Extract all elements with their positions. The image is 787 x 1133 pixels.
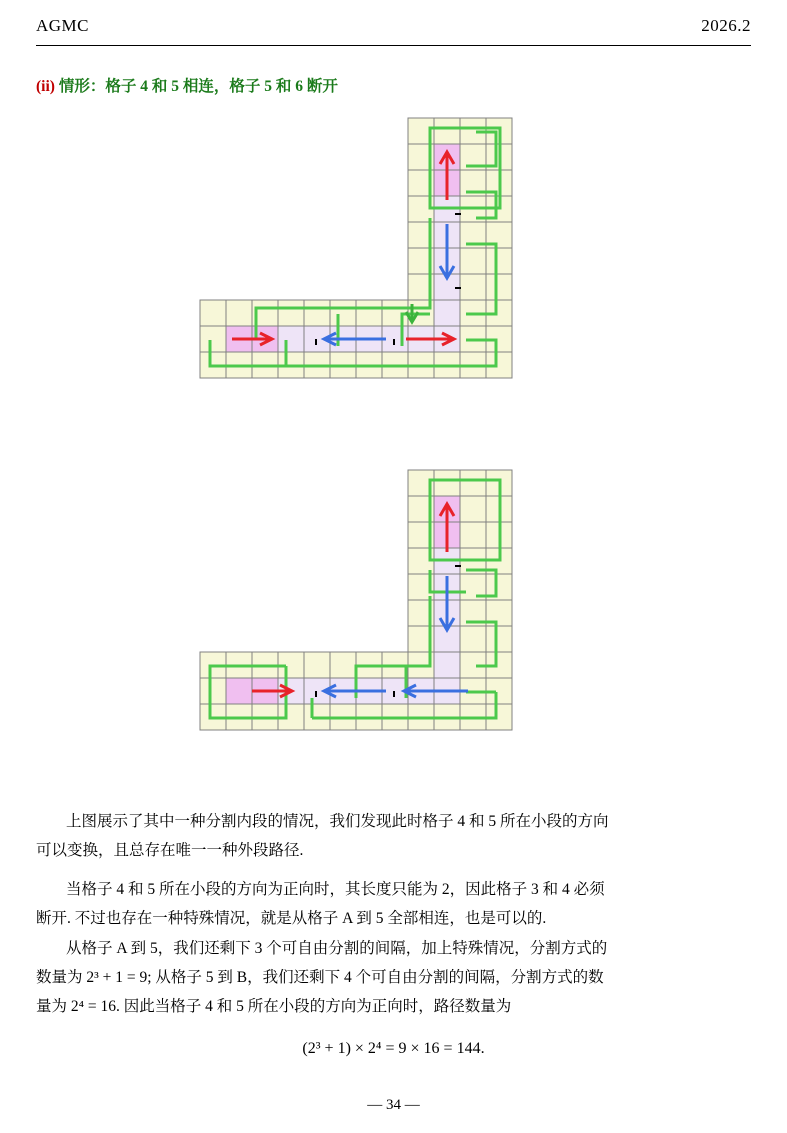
paragraph-2 <box>36 875 751 933</box>
figure-one-svg <box>190 108 530 418</box>
figure-two-svg <box>190 450 530 780</box>
page-footer <box>0 1097 787 1114</box>
paragraph-3-line-1: 从格子 A 到 5，我们还剩下 3 个可自由分割的间隔，加上特殊情况，分割方式的 <box>66 940 608 957</box>
formula-display <box>36 1040 751 1058</box>
paragraph-3 <box>36 934 751 1021</box>
paragraph-1 <box>36 807 751 865</box>
section-heading-text: 情形：格子 4 和 5 相连，格子 5 和 6 断开 <box>58 78 338 95</box>
header-right-title: 2026.2 <box>701 16 751 35</box>
paragraph-1-line-1: 上图展示了其中一种分割内段的情况，我们发现此时格子 4 和 5 所在小段的方向 <box>66 813 609 830</box>
paragraph-1-line-2: 可以变换，且总存在唯一一种外段路径. <box>36 842 304 859</box>
section-heading <box>36 74 338 96</box>
section-tag: (ii) <box>36 78 55 95</box>
page-header <box>36 16 751 44</box>
figure-case-ii-variant-b <box>190 450 530 780</box>
figure-case-ii-variant-a <box>190 108 530 418</box>
paragraph-3-line-3: 量为 2⁴ = 16. 因此当格子 4 和 5 所在小段的方向为正向时，路径数量为 <box>36 998 512 1015</box>
formula-expression: (2³ + 1) × 2⁴ = 9 × 16 = 144. <box>302 1040 485 1057</box>
header-left-title: AGMC <box>36 16 90 35</box>
paragraph-3-line-2: 数量为 2³ + 1 = 9; 从格子 5 到 B，我们还剩下 4 个可自由分割的间隔，分割方式的数 <box>36 969 604 986</box>
page-number: — 34 — <box>367 1097 420 1113</box>
paragraph-2-line-2: 断开. 不过也存在一种特殊情况，就是从格子 A 到 5 全部相连，也是可以的. <box>36 910 547 927</box>
paragraph-2-line-1: 当格子 4 和 5 所在小段的方向为正向时，其长度只能为 2，因此格子 3 和 4 必须 <box>66 881 605 898</box>
header-divider <box>36 45 751 46</box>
